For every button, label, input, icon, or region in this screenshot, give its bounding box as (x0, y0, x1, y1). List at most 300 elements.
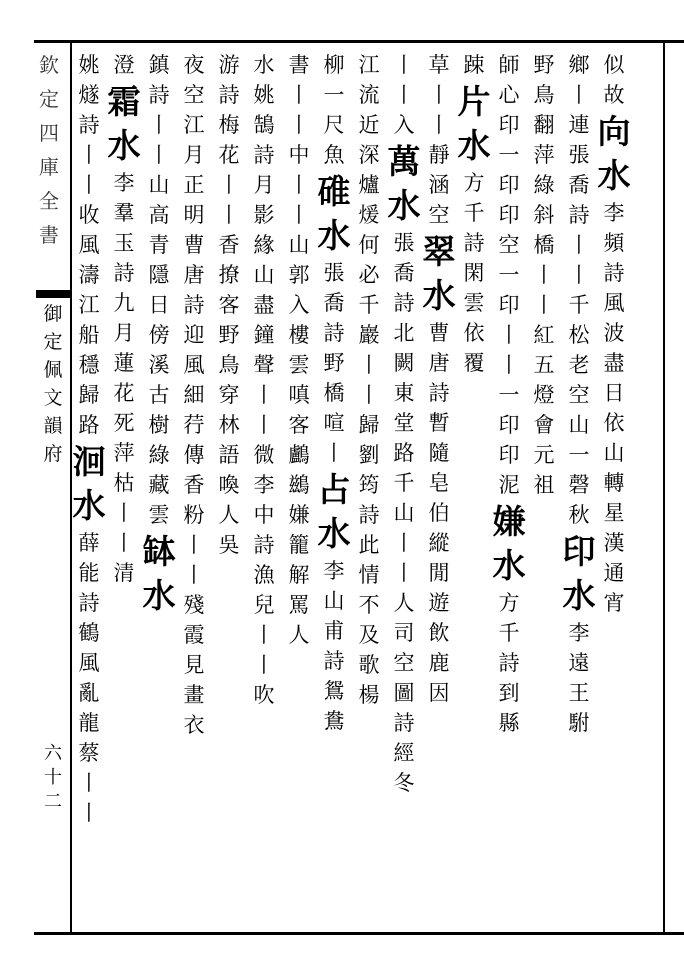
text-char: 李 (568, 621, 590, 645)
text-char: 野 (323, 351, 345, 375)
text-char: 堂 (393, 411, 415, 435)
text-char: 星 (603, 501, 625, 525)
text-char: 漢 (603, 531, 625, 555)
text-char: 閒 (428, 561, 450, 585)
text-char: 空 (428, 203, 450, 227)
text-char: 霞 (183, 623, 205, 647)
text-char: 千 (568, 293, 590, 317)
text-char: 詩 (148, 83, 170, 107)
text-char: 遠 (568, 651, 590, 675)
text-char: 丨 (428, 83, 450, 107)
text-char: 不 (358, 593, 380, 617)
headword-char: 片 (457, 82, 491, 121)
text-column (107, 50, 141, 920)
headword-char: 水 (142, 576, 176, 615)
text-char: 欽 (39, 53, 59, 77)
text-char: 近 (358, 113, 380, 137)
text-char: 印 (498, 203, 520, 227)
text-char: 樹 (148, 413, 170, 437)
text-char: 斜 (533, 203, 555, 227)
text-char: 丨 (323, 441, 345, 465)
text-char: 丨 (183, 563, 205, 587)
text-char: 深 (358, 143, 380, 167)
text-char: 傳 (183, 443, 205, 467)
text-char: 閑 (463, 261, 485, 285)
headword-char: 翠 (422, 232, 456, 271)
text-char: 北 (393, 321, 415, 345)
text-char: 劉 (358, 443, 380, 467)
text-char: 鹿 (428, 651, 450, 675)
text-column (212, 50, 246, 920)
text-char: 千 (463, 201, 485, 225)
text-char: 唐 (183, 263, 205, 287)
text-char: 丨 (358, 383, 380, 407)
text-char: 山 (253, 263, 275, 287)
text-char: 歌 (358, 653, 380, 677)
text-char: 姚 (78, 53, 100, 77)
text-char: 依 (603, 411, 625, 435)
text-char: 姚 (253, 83, 275, 107)
text-char: 詩 (568, 203, 590, 227)
text-char: 宵 (603, 591, 625, 615)
text-char: 空 (183, 83, 205, 107)
text-char: 死 (113, 411, 135, 435)
text-char: 月 (113, 321, 135, 345)
text-char: 鵠 (253, 113, 275, 137)
text-char: 客 (288, 413, 310, 437)
text-char: 野 (533, 53, 555, 77)
text-char: 枯 (113, 471, 135, 495)
text-char: 中 (288, 143, 310, 167)
text-char: 丨 (78, 143, 100, 167)
text-char: 靜 (428, 143, 450, 167)
text-char: 丨 (393, 83, 415, 107)
text-char: 月 (253, 173, 275, 197)
text-char: 縣 (498, 711, 520, 735)
text-char: 甫 (323, 619, 345, 643)
text-column (317, 50, 351, 920)
text-char: 王 (568, 681, 590, 705)
text-char: 李 (323, 559, 345, 583)
headword-char: 向 (597, 112, 631, 151)
text-column (457, 50, 491, 920)
text-char: 一 (498, 143, 520, 167)
text-char: 盡 (253, 293, 275, 317)
text-char: 綠 (533, 173, 555, 197)
text-char: 丨 (253, 623, 275, 647)
text-char: 丨 (358, 353, 380, 377)
text-char: 此 (358, 533, 380, 557)
text-char: 龍 (78, 711, 100, 735)
headword-char: 水 (317, 514, 351, 553)
text-char: 司 (393, 621, 415, 645)
text-char: 明 (183, 203, 205, 227)
text-column (387, 50, 421, 920)
text-char: 橋 (533, 233, 555, 257)
text-char: 鴛 (323, 679, 345, 703)
text-char: 印 (498, 413, 520, 437)
text-char: 喬 (393, 261, 415, 285)
text-char: 人 (393, 591, 415, 615)
text-char: 駙 (568, 711, 590, 735)
text-char: 方 (463, 171, 485, 195)
text-column (282, 50, 316, 920)
text-column (72, 50, 106, 920)
headword-char: 水 (492, 546, 526, 585)
text-char: 林 (218, 413, 240, 437)
text-char: 定 (39, 87, 59, 111)
text-char: 似 (603, 53, 625, 77)
text-char: 印 (498, 113, 520, 137)
text-char: 魚 (323, 143, 345, 167)
text-char: 鶴 (78, 621, 100, 645)
text-char: 一 (323, 83, 345, 107)
text-char: 草 (428, 53, 450, 77)
headword-char: 嫌 (492, 502, 526, 541)
text-char: 磬 (568, 473, 590, 497)
text-char: 一 (568, 443, 590, 467)
text-char: 衣 (183, 713, 205, 737)
text-char: 韻 (43, 415, 63, 437)
text-char: 濤 (78, 263, 100, 287)
headword-char: 碓 (317, 172, 351, 211)
right-border (663, 40, 665, 935)
text-char: 暫 (428, 411, 450, 435)
text-char: 船 (78, 323, 100, 347)
text-char: 丨 (253, 653, 275, 677)
text-column (562, 80, 596, 950)
text-column (492, 50, 526, 920)
text-char: 隨 (428, 441, 450, 465)
headword-char: 占 (317, 470, 351, 509)
text-char: 罵 (288, 593, 310, 617)
headword-char: 水 (562, 576, 596, 615)
text-char: 橋 (323, 381, 345, 405)
text-char: 李 (253, 473, 275, 497)
text-char: 詩 (463, 231, 485, 255)
text-char: 鎮 (148, 53, 170, 77)
headword-char: 印 (562, 532, 596, 571)
headword-char: 水 (597, 156, 631, 195)
text-char: 心 (498, 83, 520, 107)
text-char: 喧 (323, 411, 345, 435)
text-char: 踈 (463, 53, 485, 77)
text-char: 歸 (358, 413, 380, 437)
headword-char: 水 (422, 276, 456, 315)
text-char: 九 (113, 291, 135, 315)
text-char: 詩 (498, 651, 520, 675)
text-char: 語 (218, 443, 240, 467)
text-char: 柳 (323, 53, 345, 77)
text-char: 月 (183, 143, 205, 167)
text-char: 伯 (428, 501, 450, 525)
text-char: 薛 (78, 531, 100, 555)
text-char: 御 (43, 303, 63, 325)
text-char: 文 (43, 387, 63, 409)
text-char: 丨 (78, 173, 100, 197)
text-char: 張 (323, 261, 345, 285)
text-char: 吹 (253, 683, 275, 707)
text-char: 一 (498, 383, 520, 407)
text-char: 丨 (393, 561, 415, 585)
text-char: 丨 (533, 293, 555, 317)
text-char: 到 (498, 681, 520, 705)
text-char: 吳 (218, 533, 240, 557)
text-char: 山 (148, 173, 170, 197)
margin-page-number (40, 742, 66, 814)
text-char: 頻 (603, 231, 625, 255)
text-char: 山 (568, 413, 590, 437)
text-char: 楊 (358, 683, 380, 707)
text-char: 冬 (393, 771, 415, 795)
text-char: 府 (43, 443, 63, 465)
text-char: 紅 (533, 323, 555, 347)
text-char: 喬 (568, 173, 590, 197)
text-char: 香 (218, 233, 240, 257)
text-char: 祖 (533, 473, 555, 497)
text-char: 一 (498, 263, 520, 287)
text-char: 飲 (428, 621, 450, 645)
text-char: 印 (498, 173, 520, 197)
text-char: 嫌 (288, 503, 310, 527)
text-char: 曹 (183, 233, 205, 257)
text-char: 丨 (568, 83, 590, 107)
text-column (352, 50, 386, 920)
text-char: 水 (253, 53, 275, 77)
text-char: 微 (253, 443, 275, 467)
text-char: 千 (498, 621, 520, 645)
text-char: 山 (288, 233, 310, 257)
text-char: 丨 (148, 143, 170, 167)
text-char: 鸕 (288, 443, 310, 467)
text-char: 張 (393, 231, 415, 255)
text-char: 唐 (428, 351, 450, 375)
text-char: 雲 (148, 503, 170, 527)
text-char: 丨 (218, 173, 240, 197)
text-column (177, 50, 211, 920)
text-char: 山 (603, 441, 625, 465)
text-char: 皂 (428, 471, 450, 495)
text-char: 闕 (393, 351, 415, 375)
text-char: 萍 (113, 441, 135, 465)
text-char: 故 (603, 83, 625, 107)
text-char: 畫 (183, 683, 205, 707)
text-char: 丨 (393, 531, 415, 555)
text-char: 泥 (498, 473, 520, 497)
text-char: 遊 (428, 591, 450, 615)
text-char: 收 (78, 203, 100, 227)
text-column (142, 50, 176, 920)
text-char: 山 (323, 589, 345, 613)
text-char: 入 (288, 293, 310, 317)
headword-char: 水 (457, 126, 491, 165)
text-char: 詩 (603, 261, 625, 285)
text-char: 江 (358, 53, 380, 77)
text-char: 書 (288, 53, 310, 77)
text-char: 丨 (288, 203, 310, 227)
text-char: 師 (498, 53, 520, 77)
text-column (247, 50, 281, 920)
text-char: 荇 (183, 413, 205, 437)
text-char: 詩 (358, 503, 380, 527)
text-char: 定 (43, 331, 63, 353)
text-char: 丨 (148, 113, 170, 137)
text-char: 二 (44, 791, 62, 812)
text-char: 亂 (78, 681, 100, 705)
headword-char: 缽 (142, 532, 176, 571)
text-char: 連 (568, 113, 590, 137)
text-char: 丨 (78, 801, 100, 825)
text-char: 燈 (533, 383, 555, 407)
text-char: 人 (288, 623, 310, 647)
text-char: 清 (113, 561, 135, 585)
text-char: 蓮 (113, 351, 135, 375)
text-char: 丨 (288, 83, 310, 107)
text-char: 丨 (498, 323, 520, 347)
text-char: 丨 (428, 113, 450, 137)
text-char: 詩 (253, 533, 275, 557)
text-char: 鳥 (218, 353, 240, 377)
text-char: 筠 (358, 473, 380, 497)
text-char: 丨 (288, 173, 310, 197)
text-char: 巖 (358, 323, 380, 347)
text-char: 丨 (498, 353, 520, 377)
text-char: 雲 (463, 291, 485, 315)
text-char: 丨 (113, 531, 135, 555)
headword-char: 洄 (72, 442, 106, 481)
text-char: 古 (148, 383, 170, 407)
text-char: 梅 (218, 113, 240, 137)
text-char: 丨 (568, 263, 590, 287)
text-char: 張 (568, 143, 590, 167)
text-char: 書 (39, 223, 59, 247)
text-char: 風 (603, 291, 625, 315)
text-char: 依 (463, 321, 485, 345)
text-char: 萍 (533, 143, 555, 167)
text-char: 東 (393, 381, 415, 405)
margin-title (36, 48, 62, 252)
text-char: 全 (39, 189, 59, 213)
text-char: 傍 (148, 323, 170, 347)
text-char: 四 (39, 121, 59, 145)
text-column (597, 50, 631, 920)
text-char: 中 (253, 503, 275, 527)
text-column (527, 50, 561, 920)
text-char: 喬 (323, 291, 345, 315)
text-char: 夜 (183, 53, 205, 77)
text-char: 歸 (78, 383, 100, 407)
text-char: 青 (148, 233, 170, 257)
text-char: 見 (183, 653, 205, 677)
text-char: 翻 (533, 113, 555, 137)
text-char: 籠 (288, 533, 310, 557)
text-char: 六 (44, 743, 62, 764)
text-char: 老 (568, 353, 590, 377)
text-char: 必 (358, 263, 380, 287)
text-char: 迎 (183, 323, 205, 347)
headword-char: 萬 (387, 142, 421, 181)
text-char: 覆 (463, 351, 485, 375)
text-char: 能 (78, 561, 100, 585)
text-char: 雲 (288, 353, 310, 377)
text-char: 路 (78, 413, 100, 437)
text-char: 松 (568, 323, 590, 347)
text-char: 空 (498, 233, 520, 257)
text-char: 方 (498, 591, 520, 615)
text-char: 丨 (78, 771, 100, 795)
text-char: 千 (393, 471, 415, 495)
text-char: 空 (568, 383, 590, 407)
text-char: 盡 (603, 351, 625, 375)
text-char: 殘 (183, 593, 205, 617)
margin-fishtail (36, 290, 70, 298)
text-char: 印 (498, 293, 520, 317)
text-char: 客 (218, 293, 240, 317)
text-char: 玉 (113, 231, 135, 255)
text-char: 五 (533, 353, 555, 377)
text-char: 穿 (218, 383, 240, 407)
text-char: 何 (358, 233, 380, 257)
text-char: 鷀 (288, 473, 310, 497)
text-char: 曹 (428, 321, 450, 345)
text-char: 日 (603, 381, 625, 405)
text-char: 粉 (183, 503, 205, 527)
text-char: 詩 (113, 261, 135, 285)
text-char: 尺 (323, 113, 345, 137)
text-char: 丨 (288, 113, 310, 137)
text-char: 詩 (393, 711, 415, 735)
text-char: 十 (44, 767, 62, 788)
text-char: 江 (183, 113, 205, 137)
text-char: 風 (183, 353, 205, 377)
top-border (34, 40, 684, 43)
text-char: 詩 (323, 321, 345, 345)
text-char: 波 (603, 321, 625, 345)
text-char: 李 (113, 171, 135, 195)
headword-char: 水 (387, 186, 421, 225)
text-char: 詩 (78, 591, 100, 615)
text-char: 庫 (39, 155, 59, 179)
text-char: 因 (428, 681, 450, 705)
text-char: 詩 (428, 381, 450, 405)
text-char: 香 (183, 473, 205, 497)
text-char: 丨 (533, 263, 555, 287)
headword-char: 水 (72, 486, 106, 525)
text-char: 風 (78, 233, 100, 257)
text-char: 鐘 (253, 323, 275, 347)
text-char: 縱 (428, 531, 450, 555)
text-char: 涵 (428, 173, 450, 197)
headword-char: 水 (107, 126, 141, 165)
text-char: 李 (603, 201, 625, 225)
text-char: 正 (183, 173, 205, 197)
text-char: 會 (533, 413, 555, 437)
headword-char: 霜 (107, 82, 141, 121)
text-char: 山 (393, 501, 415, 525)
text-char: 情 (358, 563, 380, 587)
text-char: 詩 (183, 293, 205, 317)
text-char: 日 (148, 293, 170, 317)
text-char: 人 (218, 503, 240, 527)
text-char: 丨 (568, 233, 590, 257)
text-char: 江 (78, 293, 100, 317)
text-char: 花 (113, 381, 135, 405)
text-char: 鴦 (323, 709, 345, 733)
text-char: 流 (358, 83, 380, 107)
text-char: 詩 (323, 649, 345, 673)
text-char: 嗔 (288, 383, 310, 407)
text-char: 圖 (393, 681, 415, 705)
